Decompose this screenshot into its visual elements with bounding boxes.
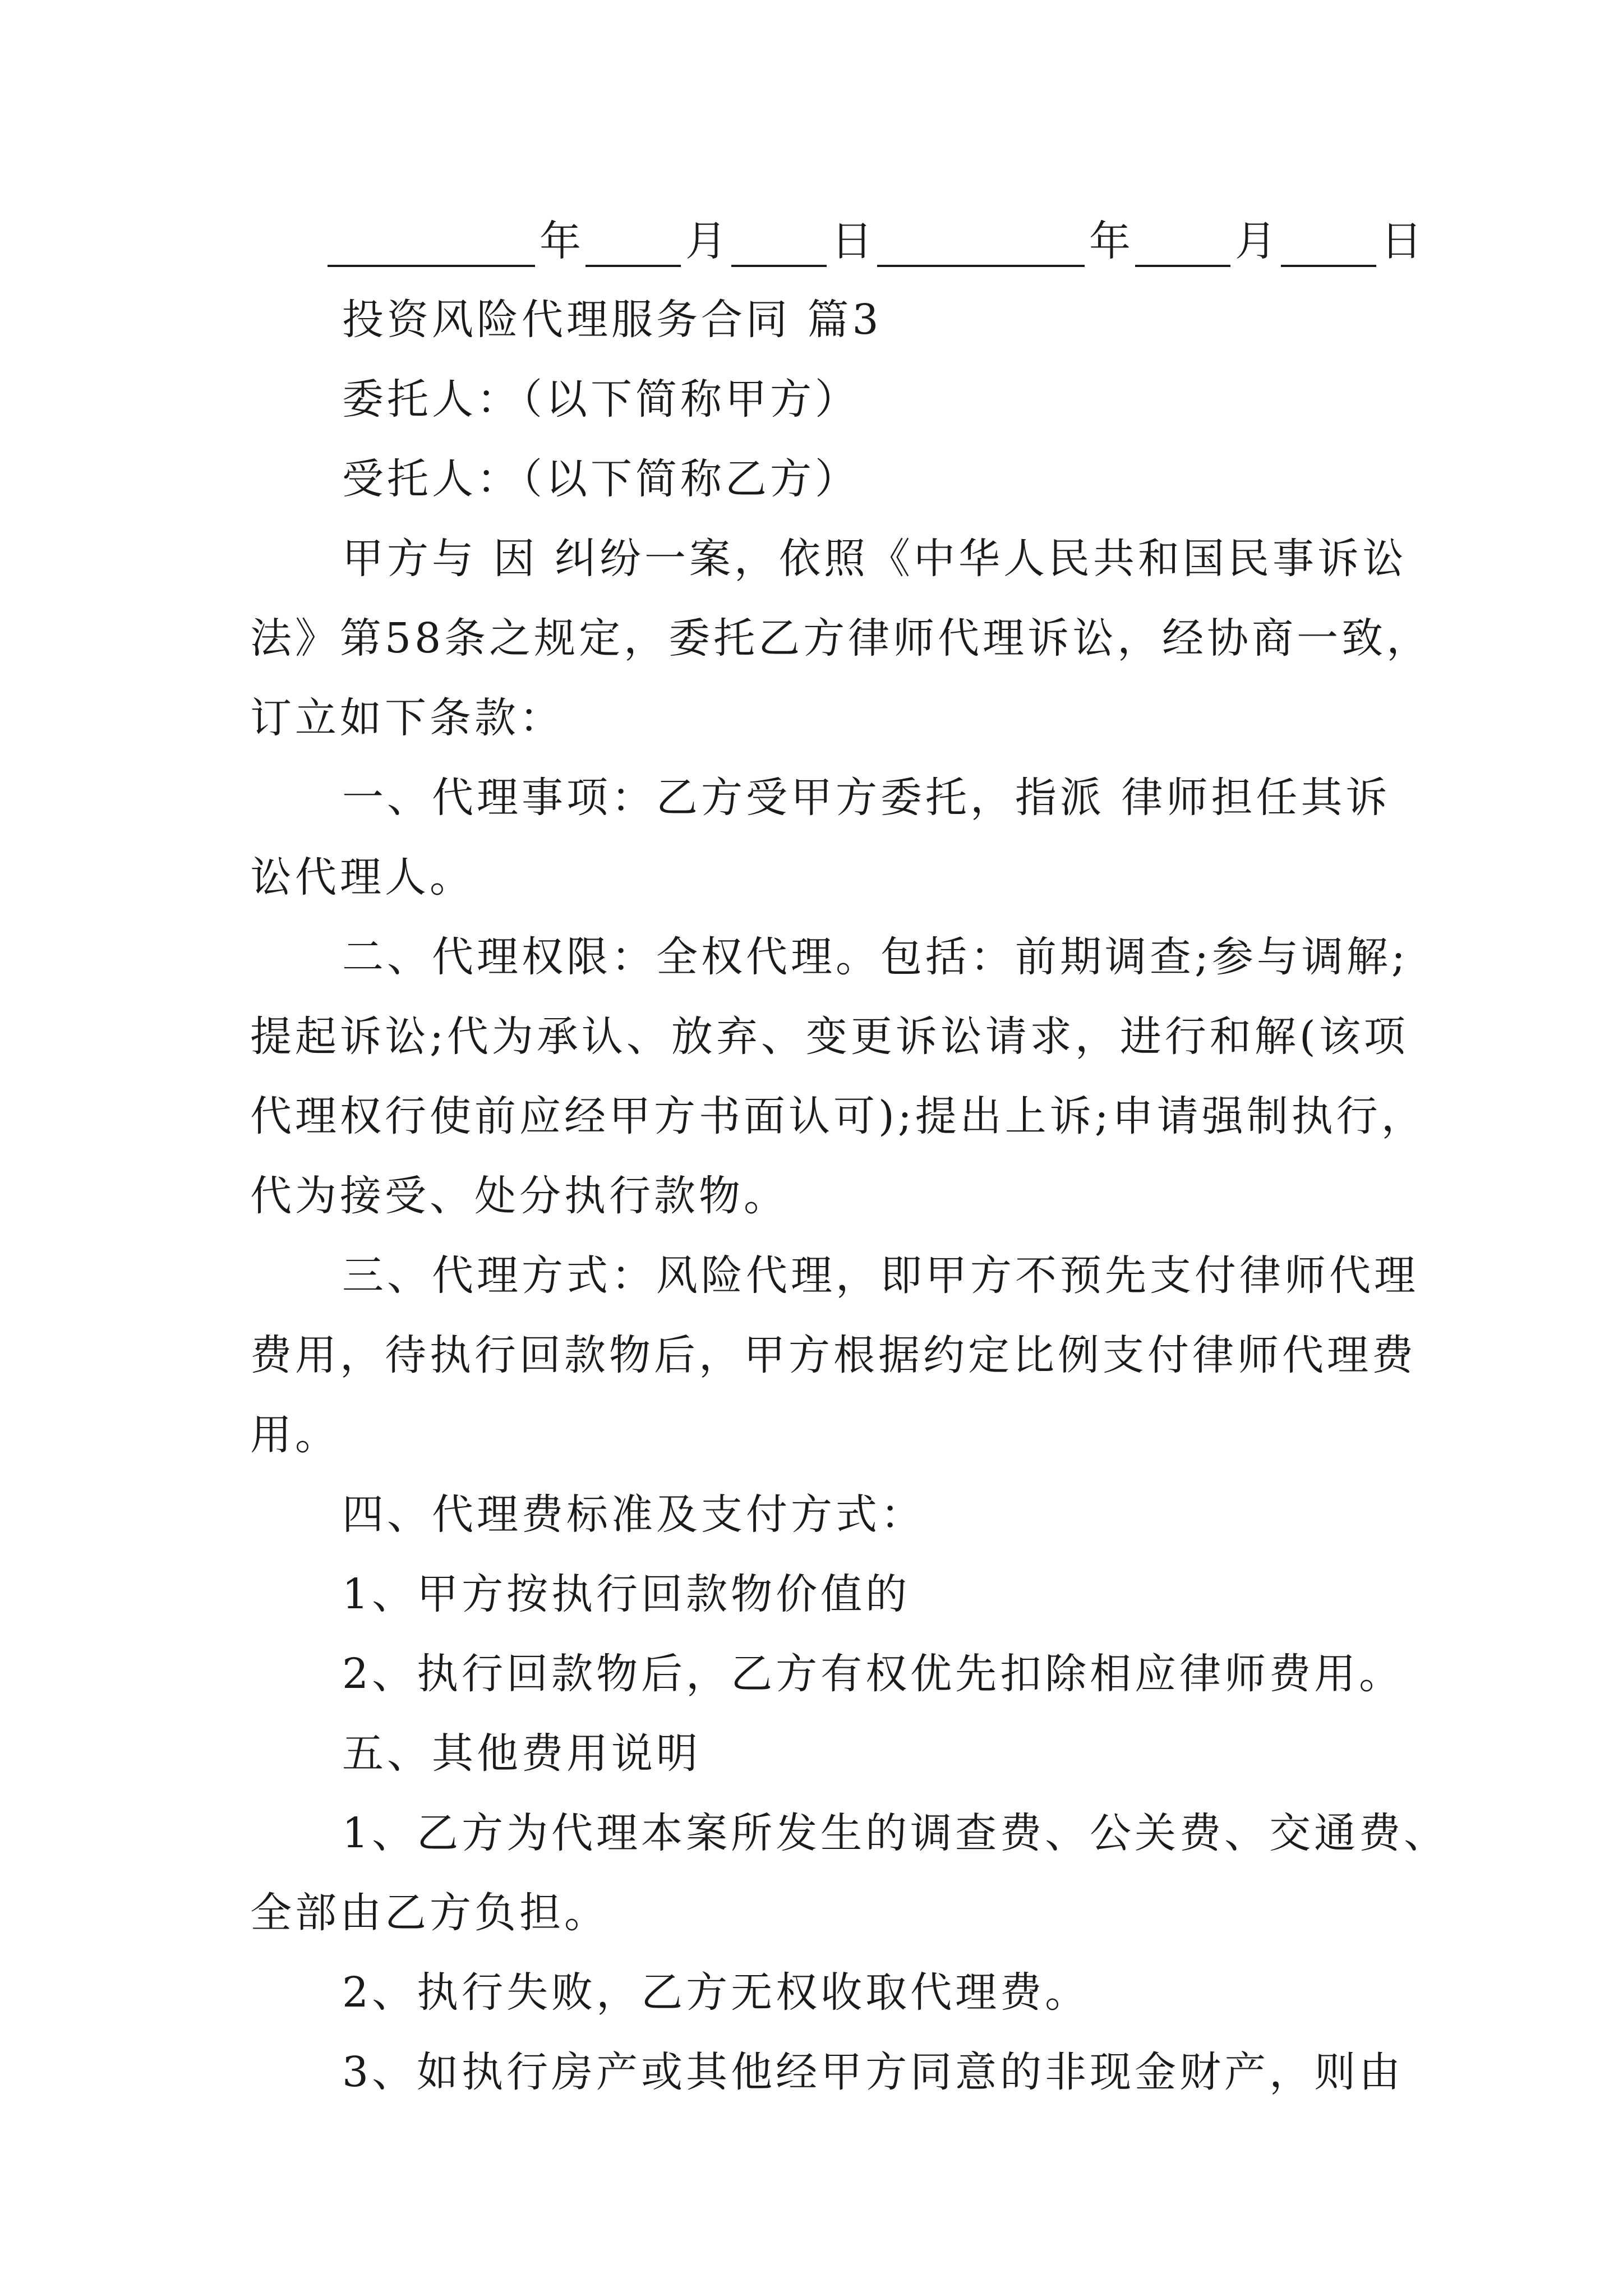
- clause-4-item-2: 2、执行回款物后，乙方有权优先扣除相应律师费用。: [342, 1650, 1404, 1698]
- clause-1-line-2: 讼代理人。: [250, 853, 474, 901]
- preamble-line-2: 法》第58条之规定，委托乙方律师代理诉讼，经协商一致，: [250, 614, 1432, 662]
- clause-3-line-3: 用。: [250, 1411, 340, 1459]
- clause-5-item-2: 2、执行失败，乙方无权收取代理费。: [342, 1968, 1090, 2017]
- clause-5-item-1-line-1: 1、乙方为代理本案所发生的调查费、公关费、交通费、: [342, 1809, 1449, 1857]
- clause-2-line-2: 提起诉讼;代为承认、放弃、变更诉讼请求，进行和解(该项: [250, 1013, 1409, 1061]
- year-blank-1: [328, 226, 535, 267]
- year-label-1: 年: [540, 217, 581, 265]
- day-blank-1: [731, 226, 827, 267]
- clause-2-line-3: 代理权行使前应经甲方书面认可);提出上诉;申请强制执行，: [250, 1092, 1426, 1140]
- month-label-1: 月: [685, 217, 727, 265]
- year-label-2: 年: [1089, 217, 1131, 265]
- clause-2-line-4: 代为接受、处分执行款物。: [250, 1172, 789, 1220]
- year-blank-2: [877, 226, 1085, 267]
- month-blank-1: [585, 226, 681, 267]
- clause-4-item-1: 1、甲方按执行回款物价值的: [342, 1570, 911, 1618]
- clause-1-line-1: 一、代理事项：乙方受甲方委托，指派 律师担任其诉: [342, 774, 1391, 822]
- clause-5-item-1-line-2: 全部由乙方负担。: [250, 1889, 609, 1937]
- day-label-2: 日: [1381, 217, 1422, 265]
- month-label-2: 月: [1235, 217, 1276, 265]
- principal-line: 委托人：（以下简称甲方）: [342, 375, 860, 424]
- clause-4-heading: 四、代理费标准及支付方式：: [342, 1490, 925, 1539]
- clause-3-line-2: 费用，待执行回款物后，甲方根据约定比例支付律师代理费: [250, 1331, 1417, 1379]
- clause-3-line-1: 三、代理方式：风险代理，即甲方不预先支付律师代理: [342, 1251, 1419, 1300]
- contract-title: 投资风险代理服务合同 篇3: [342, 296, 882, 344]
- day-label-1: 日: [831, 217, 873, 265]
- clause-5-item-3: 3、如执行房产或其他经甲方同意的非现金财产，则由: [342, 2048, 1404, 2096]
- day-blank-2: [1281, 226, 1376, 267]
- clause-5-heading: 五、其他费用说明: [342, 1729, 701, 1778]
- signature-date-row: [325, 215, 1424, 267]
- preamble-line-1: 甲方与 因 纠纷一案，依照《中华人民共和国民事诉讼: [342, 535, 1408, 583]
- clause-2-line-1: 二、代理权限：全权代理。包括：前期调查;参与调解;: [342, 933, 1409, 981]
- agent-line: 受托人：（以下简称乙方）: [342, 455, 860, 503]
- month-blank-2: [1135, 226, 1230, 267]
- preamble-line-3: 订立如下条款：: [250, 694, 564, 742]
